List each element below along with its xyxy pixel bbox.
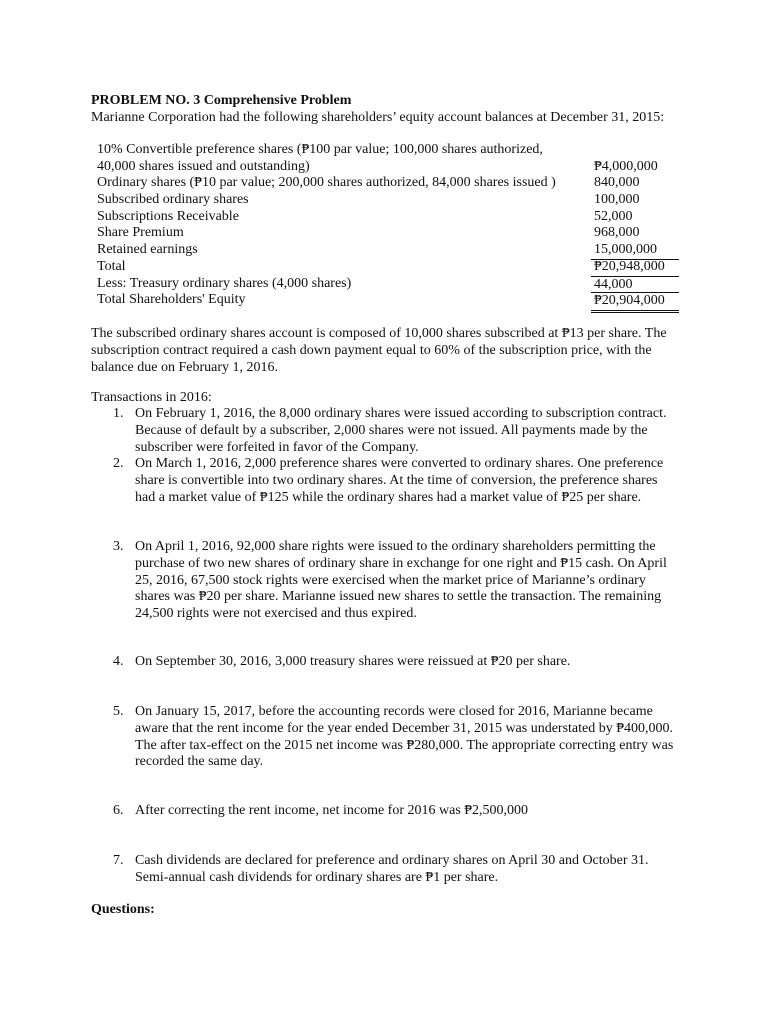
transaction-item — [113, 456, 678, 506]
transaction-item — [113, 539, 678, 623]
problem-title: PROBLEM NO. 3 Comprehensive Problem — [91, 93, 352, 108]
transaction-number: 4. — [113, 654, 124, 669]
transaction-text: On March 1, 2016, 2,000 preference shares were converted to ordinary shares. One preference share is convertible into two ordinary shares. At the time of conversion, the preference shares had a market value of ₱125 while the ordinary shares had a market value of ₱25 per share. — [135, 456, 664, 505]
balance-amount: 15,000,000 — [591, 242, 679, 260]
balance-label: Subscriptions Receivable — [97, 208, 239, 224]
balance-row — [97, 209, 679, 226]
balance-label: Total Shareholders' Equity — [97, 292, 246, 308]
transaction-text: On September 30, 2016, 3,000 treasury shares were reissued at ₱20 per share. — [135, 654, 571, 669]
balance-amount: 44,000 — [591, 276, 679, 294]
balance-label: 40,000 shares issued and outstanding) — [97, 158, 310, 174]
balance-label: Less: Treasury ordinary shares (4,000 shares) — [97, 275, 352, 291]
balance-table — [97, 142, 679, 309]
transaction-item — [113, 853, 678, 887]
transaction-item — [113, 654, 678, 671]
balance-amount: ₱20,948,000 — [594, 258, 665, 274]
transaction-number: 3. — [113, 539, 124, 554]
balance-row — [97, 225, 679, 242]
transaction-text: Cash dividends are declared for preference and ordinary shares on April 30 and October 31. Semi-annual cash dividends for ordinary shares are ₱1 per share. — [135, 853, 649, 885]
balance-row — [97, 192, 679, 209]
balance-amount: 52,000 — [594, 208, 633, 224]
balance-label: Subscribed ordinary shares — [97, 192, 249, 208]
transaction-item — [113, 803, 678, 820]
transaction-number: 1. — [113, 406, 124, 421]
balance-label: Ordinary shares (₱10 par value; 200,000 shares authorized, 84,000 shares issued ) — [97, 175, 556, 191]
transaction-text: On January 15, 2017, before the accounting records were closed for 2016, Marianne became aware that the rent income for the year ended December 31, 2015 was understated by ₱400,000. The after tax-effect on the 2015 net income was ₱280,000. The appropriate correcting entry was recorded the same day. — [135, 704, 674, 770]
balance-amount: 968,000 — [594, 225, 640, 241]
questions-heading: Questions: — [91, 902, 155, 917]
transaction-number: 5. — [113, 704, 124, 719]
balance-row — [97, 259, 679, 276]
transaction-item — [113, 704, 678, 771]
transaction-text: After correcting the rent income, net income for 2016 was ₱2,500,000 — [135, 803, 529, 818]
transactions-heading: Transactions in 2016: — [91, 390, 212, 405]
balance-row — [97, 142, 679, 159]
transaction-text: On February 1, 2016, the 8,000 ordinary shares were issued according to subscription contract. Because of default by a subscriber, 2,000 shares were not issued. All payments made by the subscriber were forfeited in favor of the Company. — [135, 406, 667, 455]
balance-row — [97, 242, 679, 259]
balance-amount: 840,000 — [594, 175, 640, 191]
balance-amount: ₱20,904,000 — [591, 292, 679, 313]
transaction-item — [113, 406, 678, 456]
balance-label: 10% Convertible preference shares (₱100 par value; 100,000 shares authorized, — [97, 142, 543, 157]
transaction-number: 6. — [113, 803, 124, 818]
balance-amount: ₱4,000,000 — [594, 158, 658, 174]
transaction-number: 7. — [113, 853, 124, 868]
problem-intro: Marianne Corporation had the following shareholders’ equity account balances at December 31, 2015: — [91, 110, 665, 125]
balance-row — [97, 159, 679, 176]
balance-row — [97, 276, 679, 293]
transaction-text: On April 1, 2016, 92,000 share rights were issued to the ordinary shareholders permitting the purchase of two new shares of ordinary share in exchange for one right and ₱15 cash. On April 25, 2016, 67,500 stock rights were exercised when the market price of Marianne’s ordinary shares was ₱20 per share. Marianne issued new shares to settle the transaction. The remaining 24,500 rights were not exercised and thus expired. — [135, 539, 667, 622]
balance-row — [97, 175, 679, 192]
balance-amount: 100,000 — [594, 192, 640, 208]
transaction-number: 2. — [113, 456, 124, 471]
subscription-paragraph: The subscribed ordinary shares account is composed of 10,000 shares subscribed at ₱13 per share. The subscription contract required a cash down payment equal to 60% of the subscription price, with the balance due on February 1, 2016. — [91, 326, 667, 375]
balance-label: Share Premium — [97, 225, 184, 241]
balance-label: Total — [97, 258, 126, 274]
balance-label: Retained earnings — [97, 242, 198, 258]
balance-row — [97, 292, 679, 309]
